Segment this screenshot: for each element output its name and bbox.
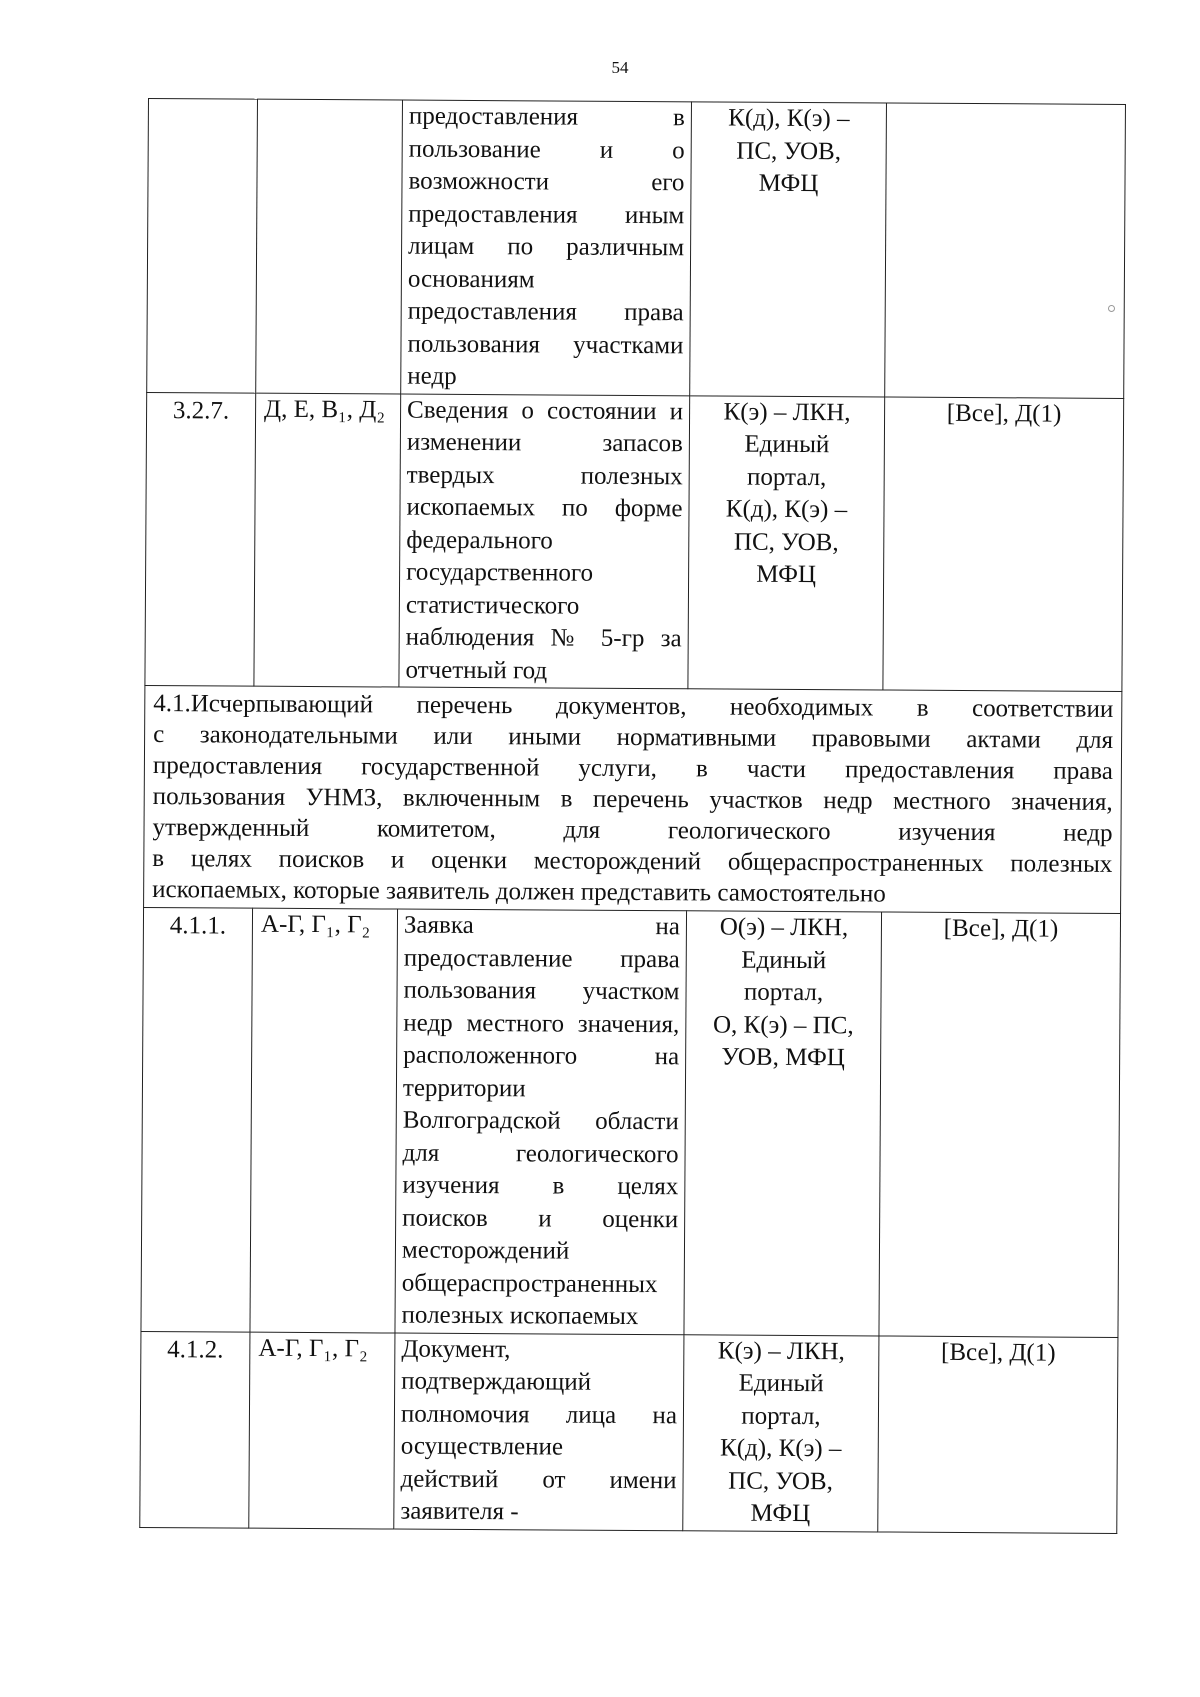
document-text-line: подтверждающий	[401, 1367, 592, 1396]
submission-text-line: К(д), К(э) –	[725, 495, 848, 524]
section-text-line: утвержденный комитетом, для геологического изучения недр	[152, 814, 1113, 847]
document-text-line: наблюдения № 5-гр за	[405, 623, 682, 653]
submission-text-line: ПС, УОВ,	[736, 137, 842, 165]
table-row	[140, 1331, 1118, 1533]
submission-method-cell	[683, 1334, 879, 1531]
document-name-cell	[399, 394, 690, 689]
submission-text-line: ПС, УОВ,	[733, 528, 839, 556]
document-text-line: изучения в целях	[402, 1171, 679, 1201]
section-text-line: предоставления государственной услуги, в части предоставления права	[152, 752, 1113, 785]
submission-text-line: К(э) – ЛКН,	[717, 1337, 845, 1365]
document-text-line: ископаемых по форме	[406, 493, 683, 523]
document-name-cell	[394, 1333, 684, 1531]
section-text-line: ископаемых, которые заявитель должен представить самостоятельно	[152, 876, 886, 908]
document-text-line: заявителя -	[400, 1497, 519, 1526]
submission-text-line: О(э) – ЛКН,	[719, 913, 849, 942]
document-text-line: расположенного на	[403, 1041, 680, 1071]
submission-text-line: К(д), К(э) –	[728, 104, 850, 133]
scan-artifact-dot	[1108, 305, 1115, 312]
document-text-line: полезных ископаемых	[401, 1301, 639, 1331]
document-text-line: Волгоградской области	[402, 1106, 679, 1136]
document-text-line: Документ,	[401, 1335, 511, 1363]
submission-text-line: Единый	[738, 1369, 824, 1398]
document-name-cell	[395, 909, 687, 1334]
row-number-cell: 4.1.2.	[140, 1331, 250, 1528]
document-text-line: изменении запасов	[406, 428, 683, 458]
submission-text-line: Единый	[741, 946, 827, 974]
document-text-line: государственного	[406, 558, 594, 587]
submission-method-cell	[690, 102, 887, 397]
document-text-line: Заявка на	[403, 911, 681, 941]
submission-text-line: Единый	[744, 430, 830, 459]
submission-method-cell	[688, 395, 885, 690]
document-text-line: основаниям	[407, 265, 535, 293]
submission-text-line: ПС, УОВ,	[728, 1467, 833, 1495]
document-text-line: Сведения о состоянии и	[407, 396, 684, 425]
table-row	[145, 392, 1124, 691]
result-cell: [Все], Д(1)	[883, 397, 1124, 692]
section-header-row	[144, 685, 1122, 913]
row-number-cell: 4.1.1.	[141, 907, 253, 1331]
document-text-line: поисков и оценки	[402, 1204, 679, 1233]
document-text-line: осуществление	[400, 1432, 564, 1461]
document-text-line: отчетный год	[405, 656, 548, 684]
document-text-line: месторождений	[401, 1236, 570, 1265]
applicant-category-cell: Д, Е, В₁, Д₂	[254, 393, 401, 687]
table-row	[147, 99, 1126, 398]
section-text-line: с законодательными или иными нормативными правовыми актами для	[153, 721, 1114, 754]
document-name-cell	[401, 100, 692, 395]
submission-text-line: МФЦ	[750, 1499, 811, 1528]
submission-text-line: О, К(э) – ПС,	[712, 1010, 854, 1039]
document-text-line: пользование и о	[408, 135, 685, 164]
document-text-line: для геологического	[402, 1139, 679, 1168]
document-text-line: предоставления иным	[408, 200, 685, 229]
page-number: 54	[611, 58, 629, 77]
result-cell: [Все], Д(1)	[879, 912, 1121, 1337]
submission-text-line: портал,	[746, 463, 827, 491]
documents-table	[139, 98, 1126, 1533]
applicant-category-cell: А-Г, Г₁, Г₂	[250, 908, 398, 1332]
document-text-line: территории	[402, 1074, 526, 1102]
section-text-line: в целях поисков и оценки месторождений общераспространенных полезных	[152, 845, 1113, 878]
result-cell: [Все], Д(1)	[878, 1335, 1118, 1532]
document-text-line: возможности его	[408, 167, 685, 197]
table-row	[141, 907, 1121, 1336]
submission-text-line: МФЦ	[756, 560, 817, 589]
document-text-line: пользования участками	[407, 330, 684, 359]
section-header-text	[144, 685, 1122, 913]
document-text-line: общераспространенных	[401, 1269, 658, 1298]
submission-method-cell	[684, 911, 882, 1336]
document-text-line: предоставления права	[407, 297, 684, 327]
submission-text-line: портал,	[743, 978, 824, 1007]
section-text-line: пользования УНМЗ, включенным в перечень участков недр местного значения,	[152, 783, 1113, 816]
document-text-line: статистического	[405, 591, 580, 620]
submission-text-line: К(д), К(э) –	[719, 1434, 842, 1463]
document-text-line: недр местного значения,	[403, 1009, 680, 1038]
document-text-line: предоставление права	[403, 944, 680, 973]
submission-text-line: портал,	[741, 1402, 821, 1430]
document-text-line: полномочия лица на	[400, 1400, 678, 1429]
document-text-line: федерального	[406, 526, 553, 554]
submission-text-line: К(э) – ЛКН,	[723, 398, 851, 426]
applicant-category-cell	[256, 99, 403, 393]
row-number-cell	[147, 99, 258, 393]
submission-text-line: МФЦ	[758, 169, 819, 198]
document-text-line: твердых полезных	[406, 461, 683, 490]
document-text-line: лицам по различным	[408, 232, 685, 262]
document-text-line: действий от имени	[400, 1465, 677, 1494]
submission-text-line: УОВ, МФЦ	[721, 1043, 845, 1072]
document-text-line: пользования участком	[403, 976, 680, 1006]
row-number-cell: 3.2.7.	[145, 392, 256, 686]
result-cell	[885, 103, 1126, 398]
document-text-line: недр	[407, 362, 457, 390]
document-text-line: предоставления в	[408, 102, 685, 132]
section-text-line: 4.1.Исчерпывающий перечень документов, необходимых в соответствии	[153, 690, 1114, 723]
applicant-category-cell: А-Г, Г₁, Г₂	[249, 1332, 395, 1529]
